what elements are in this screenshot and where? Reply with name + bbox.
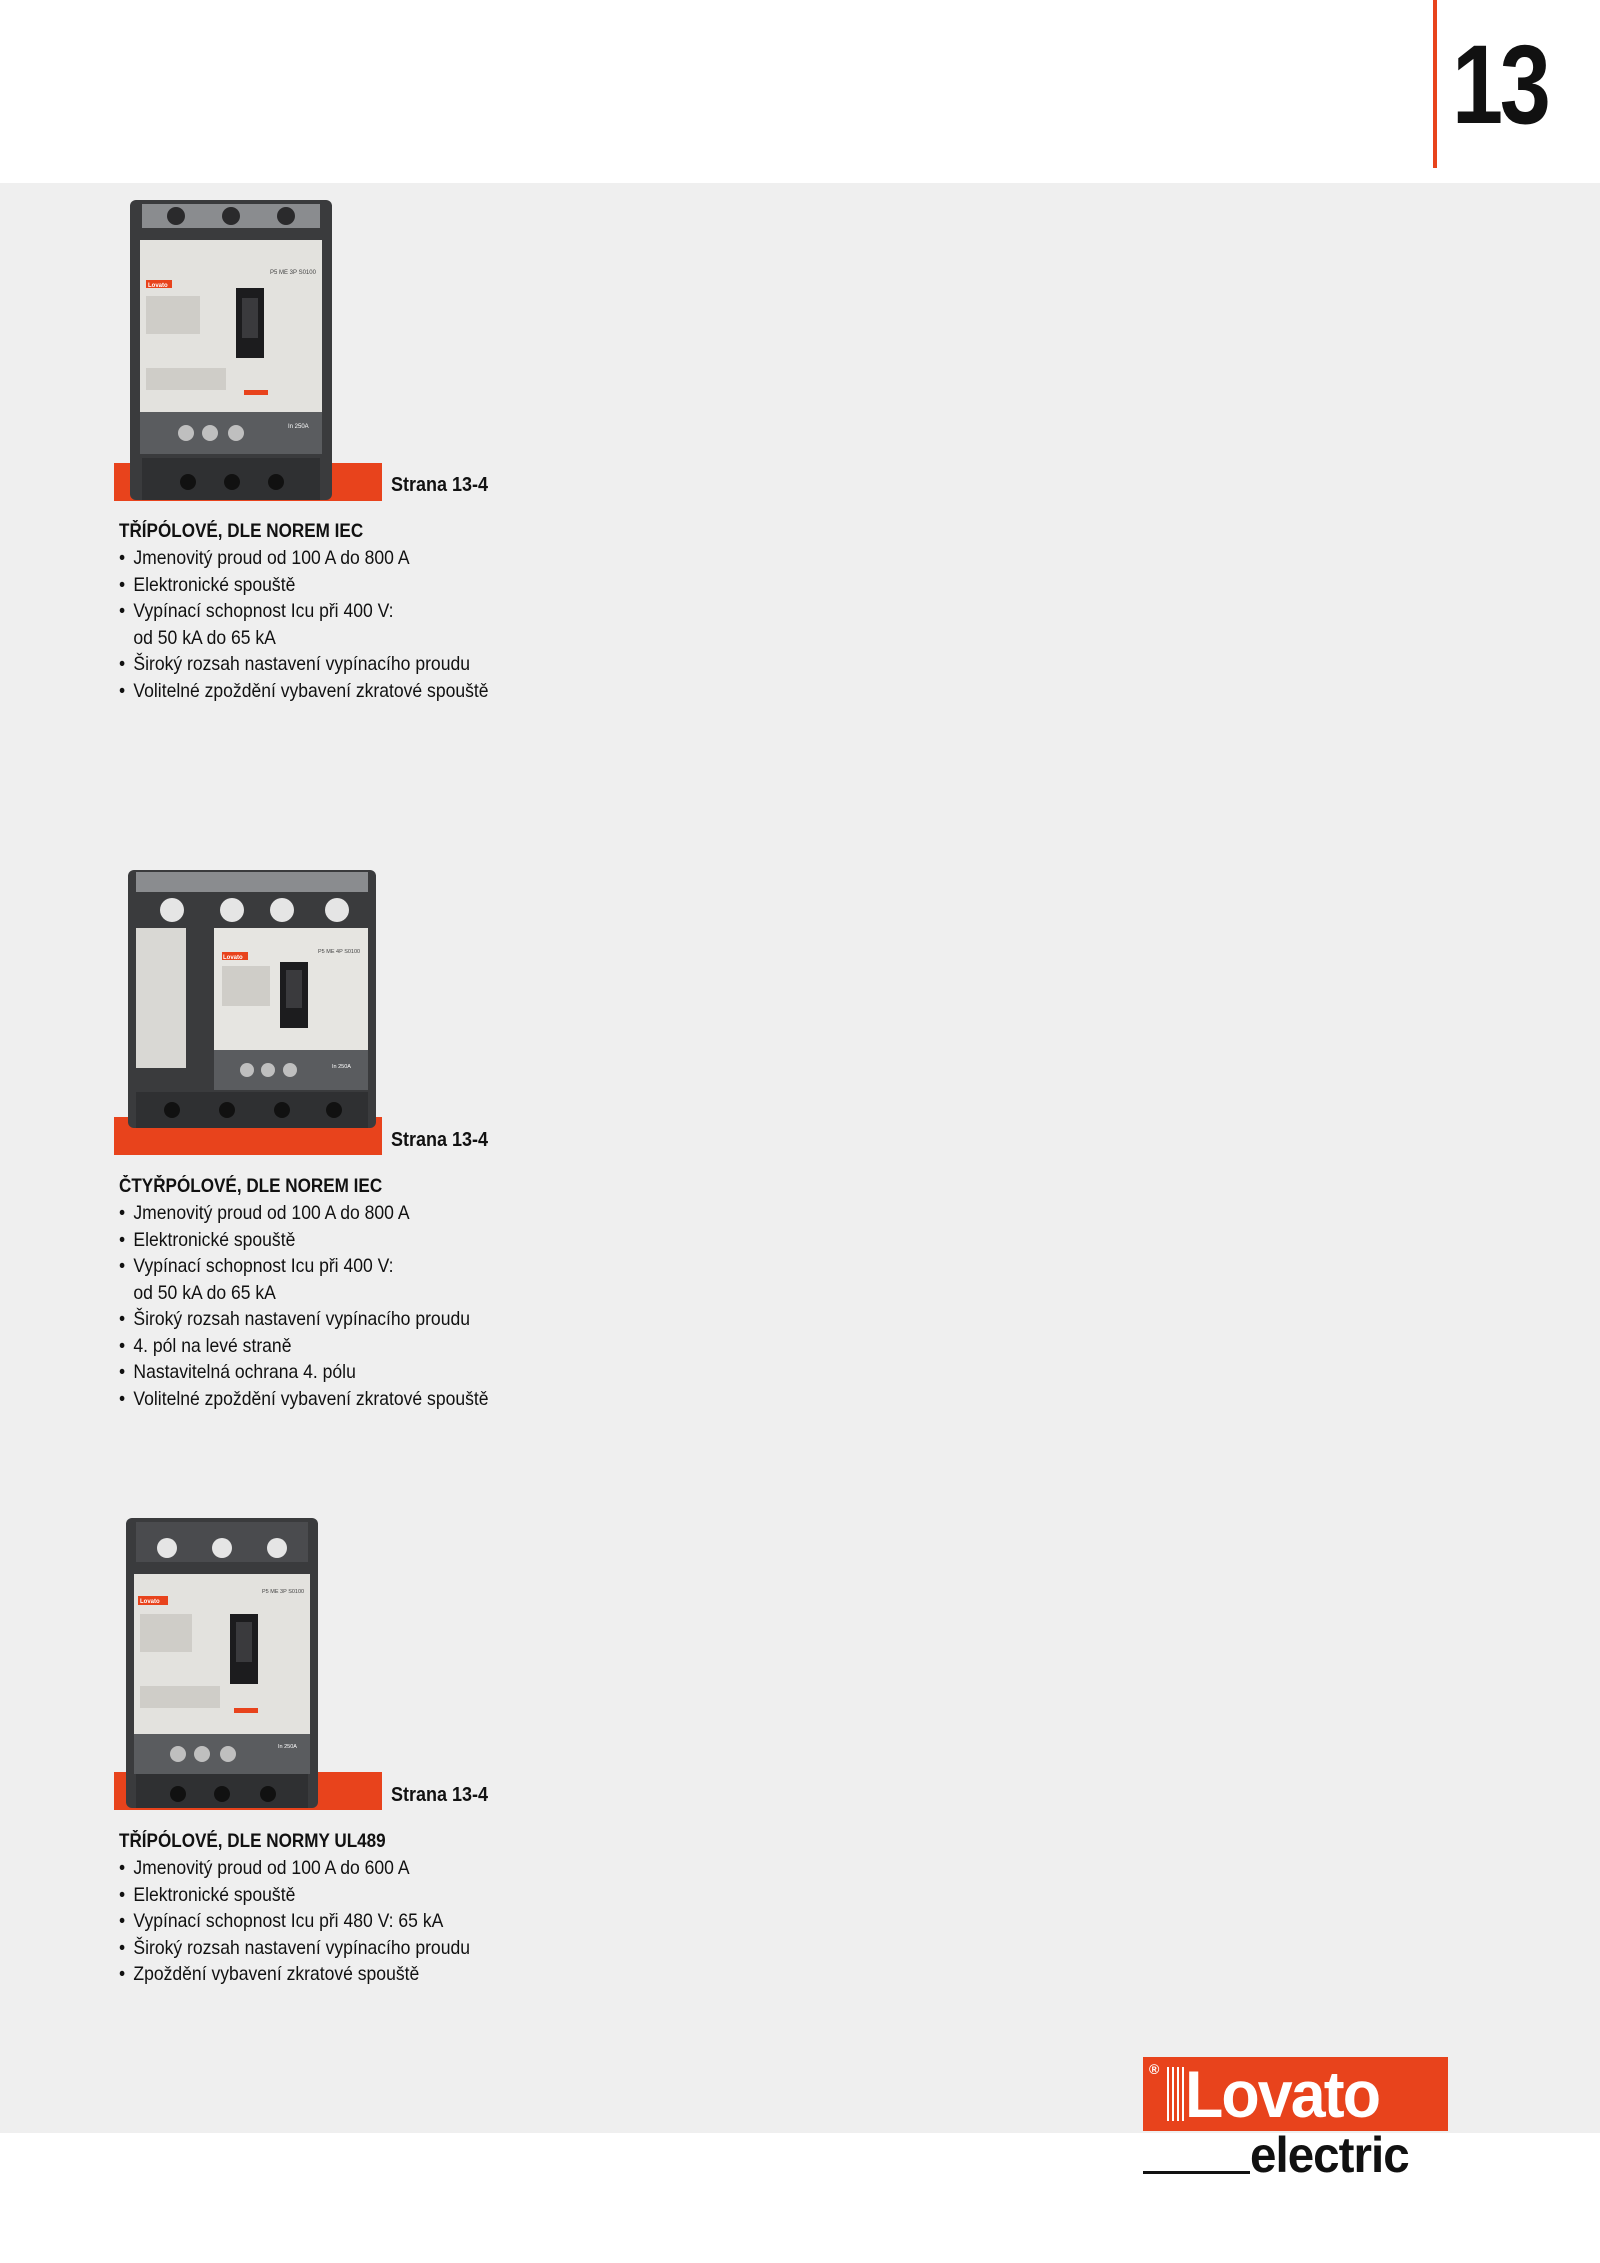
page-reference: Strana 13-4	[391, 474, 489, 496]
feature-item: • Elektronické spouště	[119, 572, 587, 599]
feature-item-continuation: od 50 kA do 65 kA	[133, 626, 276, 649]
svg-text:Lovato: Lovato	[223, 955, 243, 961]
breaker-3p-image	[126, 200, 336, 500]
feature-item: • Elektronické spouště	[119, 1227, 587, 1254]
logo-underline	[1143, 2171, 1250, 2174]
logo-box	[1143, 2057, 1448, 2131]
feature-item: • Vypínací schopnost Icu při 480 V: 65 kA	[119, 1908, 587, 1935]
breaker-ul489-image	[122, 1518, 322, 1808]
breaker-4p-image	[122, 870, 382, 1130]
feature-item: • Elektronické spouště	[119, 1882, 587, 1909]
feature-item: • Široký rozsah nastavení vypínacího proudu	[119, 651, 587, 678]
chapter-number: 13	[1452, 22, 1548, 147]
feature-item: • Nastavitelná ochrana 4. pólu	[119, 1359, 587, 1386]
svg-text:Lovato: Lovato	[148, 283, 168, 289]
svg-text:P5 ME 3P S0100: P5 ME 3P S0100	[270, 270, 316, 276]
logo-word: Lovato	[1185, 2057, 1380, 2131]
svg-text:In 250A: In 250A	[278, 1744, 297, 1750]
svg-text:In 250A: In 250A	[332, 1064, 351, 1070]
product-title: TŘÍPÓLOVÉ, DLE NORMY UL489	[119, 1831, 386, 1852]
feature-item: • Jmenovitý proud od 100 A do 800 A	[119, 1200, 587, 1227]
svg-text:In 250A: In 250A	[288, 424, 309, 430]
svg-text:Lovato: Lovato	[140, 1599, 160, 1605]
feature-item-continuation: od 50 kA do 65 kA	[133, 1281, 276, 1304]
svg-text:P5 ME 3P S0100: P5 ME 3P S0100	[262, 1589, 305, 1595]
product-title: ČTYŘPÓLOVÉ, DLE NOREM IEC	[119, 1176, 383, 1197]
feature-item: • Jmenovitý proud od 100 A do 800 A	[119, 545, 587, 572]
feature-item: • Široký rozsah nastavení vypínacího proudu	[119, 1935, 587, 1962]
feature-item: • Jmenovitý proud od 100 A do 600 A	[119, 1855, 587, 1882]
feature-item: • 4. pól na levé straně	[119, 1333, 587, 1360]
feature-item: • Vypínací schopnost Icu při 400 V:	[119, 1253, 587, 1280]
feature-list	[119, 545, 587, 704]
page-header	[0, 0, 1600, 183]
svg-text:P5 ME 4P S0100: P5 ME 4P S0100	[318, 949, 361, 955]
product-title: TŘÍPÓLOVÉ, DLE NOREM IEC	[119, 521, 364, 542]
page-reference: Strana 13-4	[391, 1129, 489, 1151]
lovato-electric-logo	[1143, 2057, 1448, 2183]
feature-item: • Volitelné zpoždění vybavení zkratové spouště	[119, 1386, 587, 1413]
page-reference: Strana 13-4	[391, 1784, 489, 1806]
logo-stripes-icon	[1167, 2067, 1187, 2121]
chapter-divider	[1433, 0, 1437, 168]
feature-list	[119, 1200, 587, 1412]
registered-mark: ®	[1149, 2061, 1160, 2077]
feature-item: • Volitelné zpoždění vybavení zkratové spouště	[119, 678, 587, 705]
feature-item: • Zpoždění vybavení zkratové spouště	[119, 1961, 587, 1988]
feature-item: • Vypínací schopnost Icu při 400 V:	[119, 598, 587, 625]
logo-subtitle: electric	[1250, 2127, 1409, 2183]
feature-list	[119, 1855, 587, 1988]
feature-item: • Široký rozsah nastavení vypínacího proudu	[119, 1306, 587, 1333]
